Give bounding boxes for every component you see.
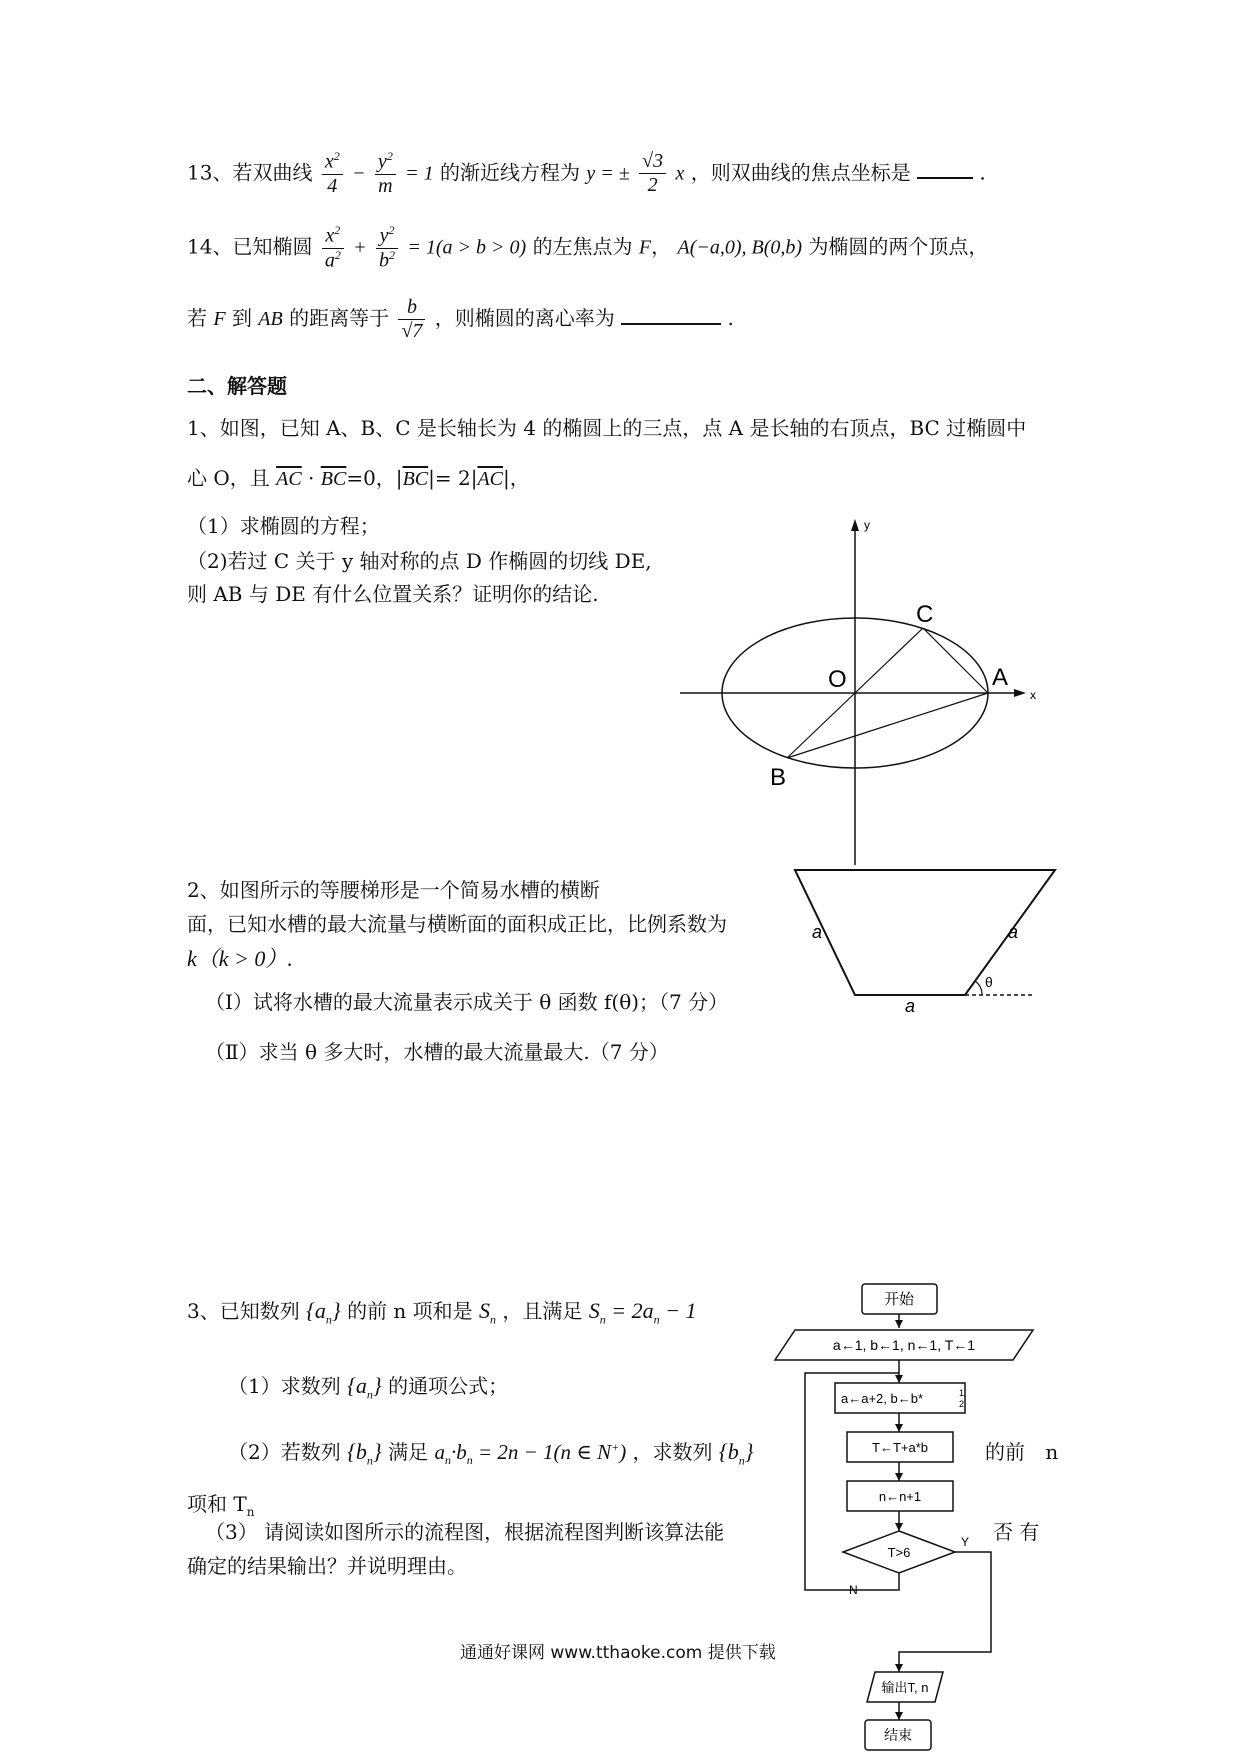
problem-3-sub3a: （3） 请阅读如图所示的流程图，根据流程图判断该算法能 — [205, 1520, 725, 1544]
fraction-sqrt3-over-2: $\frac{√3}{2}$ — [639, 150, 666, 197]
flow-step1-label: a←a+2, b←b* — [841, 1391, 924, 1406]
problem-2-sub2: （Ⅱ）求当 θ 多大时，水槽的最大流量最大.（7 分） — [205, 1040, 669, 1064]
problem-1-line2: 心 O，且 $\overline{AC} \cdot \overline{BC}=0$，$|\overline{BC}|= 2|\overline{AC}|$， — [187, 466, 530, 490]
flow-no-label: N — [849, 1583, 858, 1597]
answer-blank-13 — [917, 157, 973, 179]
bottom-label: a — [905, 996, 916, 1015]
problem-3-sub3b: 确定的结果输出？并说明理由。 — [187, 1554, 467, 1578]
footer-text: 通通好课网 www.tthaoke.com 提供下载 — [460, 1643, 776, 1663]
arrowhead-icon — [895, 1320, 903, 1328]
angle-label: θ — [985, 974, 993, 990]
flow-step2-label: T←T+a*b — [872, 1440, 928, 1455]
segment-BA — [787, 693, 988, 758]
question-14: 14、已知椭圆 $\frac{x^2}{a^2}$ + $\frac{y^2}{b^2}$ = 1(a > b > 0) 的左焦点为 F， A(−a,0), B(0,b) 为椭圆的两个顶点， — [187, 223, 989, 272]
flow-output-label: 输出T, n — [881, 1680, 929, 1695]
problem-3-sub3-right: 否 有 — [993, 1520, 1040, 1544]
flow-yes-branch — [899, 1552, 991, 1672]
flow-init-label: a←1, b←1, n←1, T←1 — [832, 1337, 976, 1353]
arrowhead-icon — [895, 1664, 903, 1672]
trapezoid-figure — [790, 865, 1060, 1015]
fraction-b-over-sqrt7: $\frac{b}{√7}$ — [398, 296, 425, 343]
label-A: A — [992, 664, 1009, 691]
question-13: 13、若双曲线 $\frac{x^2}{4}$ − $\frac{y^2}{m}$ = 1 的渐近线方程为 y = ± $\frac{√3}{2}$ x ，则双曲线的焦点坐标是 . — [187, 149, 986, 197]
flow-end-label: 结束 — [884, 1727, 912, 1743]
section-title: 二、解答题 — [187, 374, 287, 398]
problem-2-line1: 2、如图所示的等腰梯形是一个简易水槽的横断 — [187, 878, 600, 902]
problem-3-sub1: （1）求数列 $\{a_n\}$ 的通项公式； — [228, 1373, 509, 1402]
ellipse-figure — [670, 515, 1070, 870]
x-axis-label: x — [1030, 688, 1036, 702]
problem-3-sub2: （2）若数列 $\{b_n\}$ 满足 $a_n\cdot b_n = 2n - 1(n$ ∈ N+) ，求数列 $\{b_n\}$ — [228, 1439, 754, 1468]
arrowhead-icon — [895, 1375, 903, 1383]
arrowhead-icon — [895, 1473, 903, 1481]
flow-step1-half-numerator: 1 — [959, 1388, 965, 1398]
question-14-line2: 若 F 到 AB 的距离等于 $\frac{b}{√7}$ ，则椭圆的离心率为 . — [187, 296, 734, 342]
side-label-left: a — [812, 922, 823, 942]
problem-2-line2: 面，已知水槽的最大流量与横断面的面积成正比，比例系数为 — [187, 912, 727, 936]
flow-start-label: 开始 — [883, 1291, 915, 1308]
answer-blank-14 — [621, 303, 721, 325]
fraction-x2-over-4: $\frac{x^2}{4}$ — [322, 150, 343, 198]
problem-3-line1: 3、已知数列 $\{a_n\}$ 的前 n 项和是 $S_n$ ，且满足 $S_n = 2a_n - 1$ — [187, 1298, 697, 1327]
arrowhead-icon — [895, 1424, 903, 1432]
problem-1-line1: 1、如图，已知 A、B、C 是长轴长为 4 的椭圆上的三点，点 A 是长轴的右顶点，BC 过椭圆中 — [187, 416, 1027, 440]
q13-mid: 的渐近线方程为 — [440, 160, 581, 185]
flow-condition-label: T>6 — [887, 1545, 911, 1560]
segment-CA — [923, 628, 988, 693]
flowchart — [765, 1268, 1045, 1754]
arrowhead-icon — [895, 1523, 903, 1531]
flow-step3-label: n←n+1 — [878, 1489, 922, 1504]
side-label-right: a — [1008, 922, 1019, 942]
fraction-y2-over-m: $\frac{y^2}{m}$ — [375, 150, 396, 198]
q14-tail: 为椭圆的两个顶点， — [808, 234, 989, 259]
problem-3-sub2-right: 的前 n — [985, 1440, 1059, 1464]
flow-step1-half-denominator: 2 — [959, 1399, 965, 1409]
flow-yes-label: Y — [961, 1535, 970, 1549]
problem-1-sub2b: 则 AB 与 DE 有什么位置关系？证明你的结论. — [187, 582, 599, 606]
label-O: O — [828, 666, 847, 693]
q14-mid: 的左焦点为 — [532, 234, 633, 259]
problem-1-sub1: （1）求椭圆的方程； — [187, 514, 380, 538]
q13-prefix: 13、若双曲线 — [187, 160, 313, 185]
problem-2-sub1: （Ⅰ）试将水槽的最大流量表示成关于 θ 函数 f(θ)；（7 分） — [205, 990, 729, 1014]
q14-prefix: 14、已知椭圆 — [187, 234, 313, 259]
q13-tail: ，则双曲线的焦点坐标是 — [690, 160, 911, 185]
arrowhead-icon — [895, 1712, 903, 1720]
label-C: C — [916, 601, 934, 628]
angle-arc — [975, 981, 982, 995]
label-B: B — [770, 764, 787, 791]
problem-1-sub2a: （2)若过 C 关于 y 轴对称的点 D 作椭圆的切线 DE, — [187, 549, 652, 573]
y-axis-label: y — [864, 518, 870, 532]
fraction-y2-over-b2: $\frac{y^2}{b^2}$ — [376, 224, 398, 272]
x-axis-arrow-icon — [1014, 689, 1026, 697]
problem-2-line3: k（k > 0）. — [187, 946, 293, 971]
problem-3-sub2-line2: 项和 $T_n$ — [187, 1492, 255, 1519]
y-axis-arrow-icon — [851, 519, 859, 531]
fraction-x2-over-a2: $\frac{x^2}{a^2}$ — [322, 224, 344, 272]
q14-points: A(−a,0), B(0,b) — [677, 236, 803, 259]
